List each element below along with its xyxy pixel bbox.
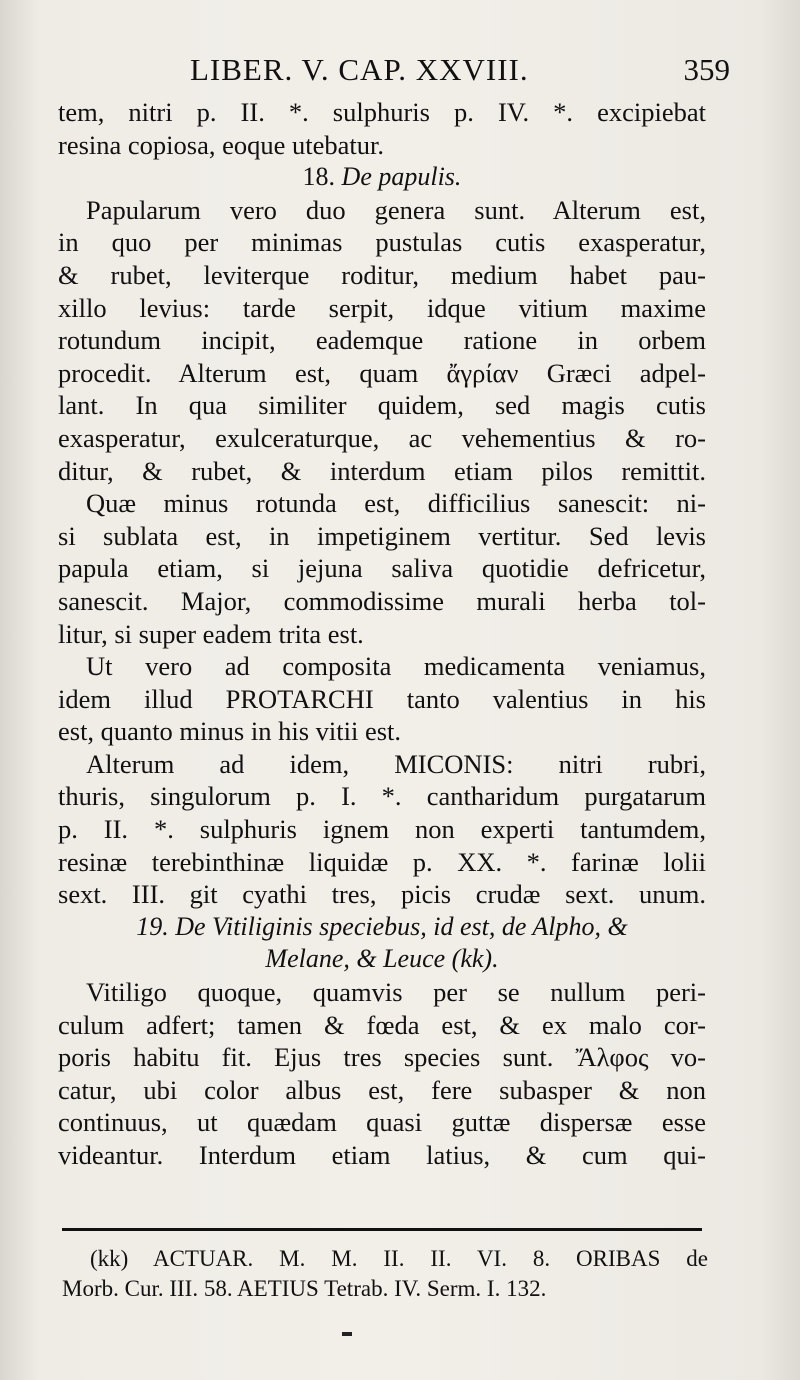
text-line: ditur, & rubet, & interdum etiam pilos remittit. — [58, 455, 706, 486]
body-text — [58, 96, 706, 1172]
section-heading-18 — [58, 161, 706, 194]
text-line: continuus, ut quædam quasi guttæ dispersæ esse — [58, 1107, 706, 1138]
text-line: papula etiam, si jejuna saliva quotidie defricetur, — [58, 553, 706, 584]
text-line: Quæ minus rotunda est, difficilius sanescit: ni- — [86, 488, 706, 519]
text-line: Ut vero ad composita medicamenta veniamus, — [86, 651, 706, 682]
text-line: est, quanto minus in his vitii est. — [58, 716, 402, 747]
text-line: in quo per minimas pustulas cutis exasperatur, — [58, 227, 706, 258]
text-line: resinæ terebinthinæ liquidæ p. XX. *. farinæ lolii — [58, 846, 706, 877]
text-line: si sublata est, in impetiginem vertitur. Sed levis — [58, 520, 706, 551]
page-header — [60, 52, 730, 92]
text-line: catur, ubi color albus est, fere subasper & non — [58, 1074, 706, 1105]
text-line: culum adfert; tamen & fœda est, & ex malo cor- — [58, 1009, 706, 1040]
text-line: procedit. Alterum est, quam ἄγρίαν Græci adpel- — [58, 357, 706, 388]
text-line: resina copiosa, eoque utebatur. — [58, 129, 384, 160]
text-line: sext. III. git cyathi tres, picis crudæ sext. unum. — [58, 879, 706, 910]
text-line: Papularum vero duo genera sunt. Alterum est, — [86, 194, 706, 225]
footnote — [62, 1244, 708, 1304]
footnote-rule — [62, 1228, 702, 1231]
text-line: & rubet, leviterque roditur, medium habet pau- — [58, 259, 706, 290]
text-line: p. II. *. sulphuris ignem non experti tantumdem, — [58, 814, 706, 845]
text-line: thuris, singulorum p. I. *. cantharidum purgatarum — [58, 781, 706, 812]
page-number: 359 — [683, 52, 730, 87]
text-line: poris habitu fit. Ejus tres species sunt. Ἄλφος vo- — [58, 1042, 706, 1073]
text-line: rotundum incipit, eademque ratione in orbem — [58, 325, 706, 356]
printer-mark — [342, 1332, 352, 1336]
text-line: idem illud PROTARCHI tanto valentius in his — [58, 683, 706, 714]
text-line: tem, nitri p. II. *. sulphuris p. IV. *. excipiebat — [58, 97, 706, 127]
text-line: exasperatur, exulceraturque, ac vehementius & ro- — [58, 422, 706, 453]
text-line: xillo levius: tarde serpit, idque vitium maxime — [58, 292, 706, 323]
text-line: sanescit. Major, commodissime murali herba tol- — [58, 585, 706, 616]
text-line: litur, si super eadem trita est. — [58, 618, 364, 649]
footnote-line: (kk) ACTUAR. M. M. II. II. VI. 8. ORIBAS de — [90, 1246, 708, 1271]
section-number: 18. — [302, 162, 336, 192]
section-heading-line: 19. De Vitiliginis speciebus, id est, de Alpho, & — [136, 911, 628, 941]
text-line: videantur. Interdum etiam latius, & cum qui- — [58, 1140, 706, 1170]
text-line: lant. In qua similiter quidem, sed magis cutis — [58, 390, 706, 421]
text-line: Alterum ad idem, MICONIS: nitri rubri, — [86, 748, 706, 779]
section-title: De papulis. — [341, 162, 462, 192]
footnote-line: Morb. Cur. III. 58. AETIUS Tetrab. IV. Serm. I. 132. — [62, 1276, 547, 1301]
section-heading-line: Melane, & Leuce (kk). — [265, 944, 499, 974]
running-title: LIBER. V. CAP. XXVIII. — [190, 52, 529, 87]
section-heading-19 — [58, 911, 706, 976]
text-line: Vitiligo quoque, quamvis per se nullum peri- — [86, 977, 706, 1008]
